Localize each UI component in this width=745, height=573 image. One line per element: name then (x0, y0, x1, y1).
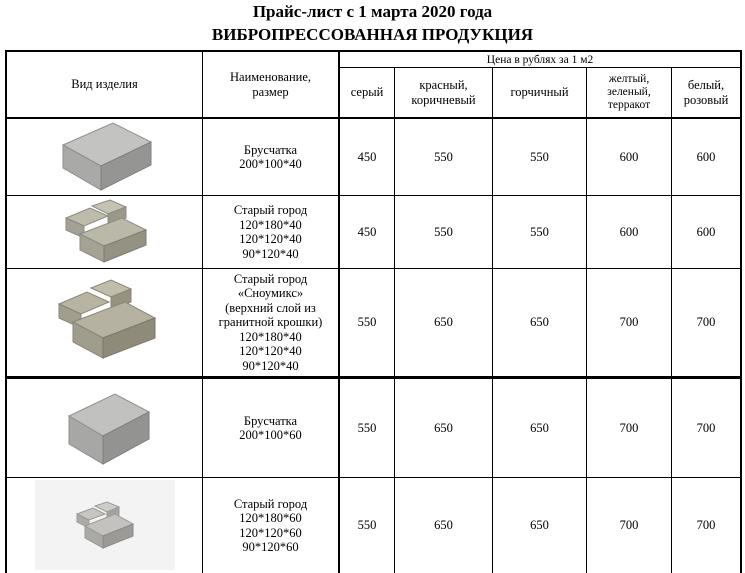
price-cell: 550 (434, 149, 453, 164)
price-cell: 700 (619, 420, 639, 435)
old-town-snowmix-tiles-image (53, 276, 161, 366)
page-title: Прайс-лист с 1 марта 2020 года (252, 2, 493, 21)
product-name: Старый город 120*180*40 120*120*40 90*120*40 (233, 203, 308, 261)
header-color: серый (350, 85, 384, 100)
price-cell: 700 (696, 518, 716, 533)
price-cell: 550 (434, 224, 453, 239)
product-name: Брусчатка 200*100*60 (239, 413, 302, 442)
header-color: красный, коричневый (411, 78, 476, 107)
price-cell: 450 (357, 224, 377, 239)
price-cell: 450 (357, 149, 377, 164)
price-cell: 650 (434, 420, 453, 435)
old-town-tiles-image (60, 198, 152, 266)
product-name: Старый город 120*180*60 120*120*60 90*120*60 (233, 496, 308, 554)
product-name: Брусчатка 200*100*40 (239, 142, 302, 171)
price-cell: 650 (434, 518, 453, 533)
paving-brick-60-image (63, 386, 155, 468)
price-cell: 550 (357, 315, 377, 330)
price-cell: 600 (619, 149, 639, 164)
table-border-right (740, 50, 742, 573)
header-type: Вид изделия (71, 77, 138, 92)
header-name: Наименование, размер (230, 70, 311, 99)
price-cell: 600 (696, 224, 716, 239)
price-cell: 550 (357, 420, 377, 435)
header-price-group: Цена в рублях за 1 м2 (486, 53, 594, 66)
price-cell: 600 (619, 224, 639, 239)
price-table (5, 50, 742, 573)
price-cell: 550 (357, 518, 377, 533)
price-cell: 650 (530, 518, 549, 533)
header-color: желтый, зеленый, терракот (607, 73, 651, 111)
price-cell: 550 (530, 224, 549, 239)
price-cell: 600 (696, 149, 716, 164)
price-cell: 700 (619, 315, 639, 330)
header-color: горчичный (510, 85, 569, 100)
paving-brick-image (55, 120, 157, 194)
price-cell: 650 (530, 420, 549, 435)
price-cell: 550 (530, 149, 549, 164)
table-border-left (5, 50, 7, 573)
price-cell: 700 (696, 315, 716, 330)
price-cell: 700 (696, 420, 716, 435)
price-cell: 650 (530, 315, 549, 330)
product-name: Старый город «Сноумикс» (верхний слой из гранитной крошки) 120*180*40 120*120*40 90*120*40 (218, 271, 323, 373)
price-cell: 700 (619, 518, 639, 533)
header-color: белый, розовый (683, 78, 729, 107)
old-town-60-tiles-image (73, 500, 137, 552)
page-subtitle: ВИБРОПРЕССОВАННАЯ ПРОДУКЦИЯ (211, 25, 534, 44)
price-cell: 650 (434, 315, 453, 330)
